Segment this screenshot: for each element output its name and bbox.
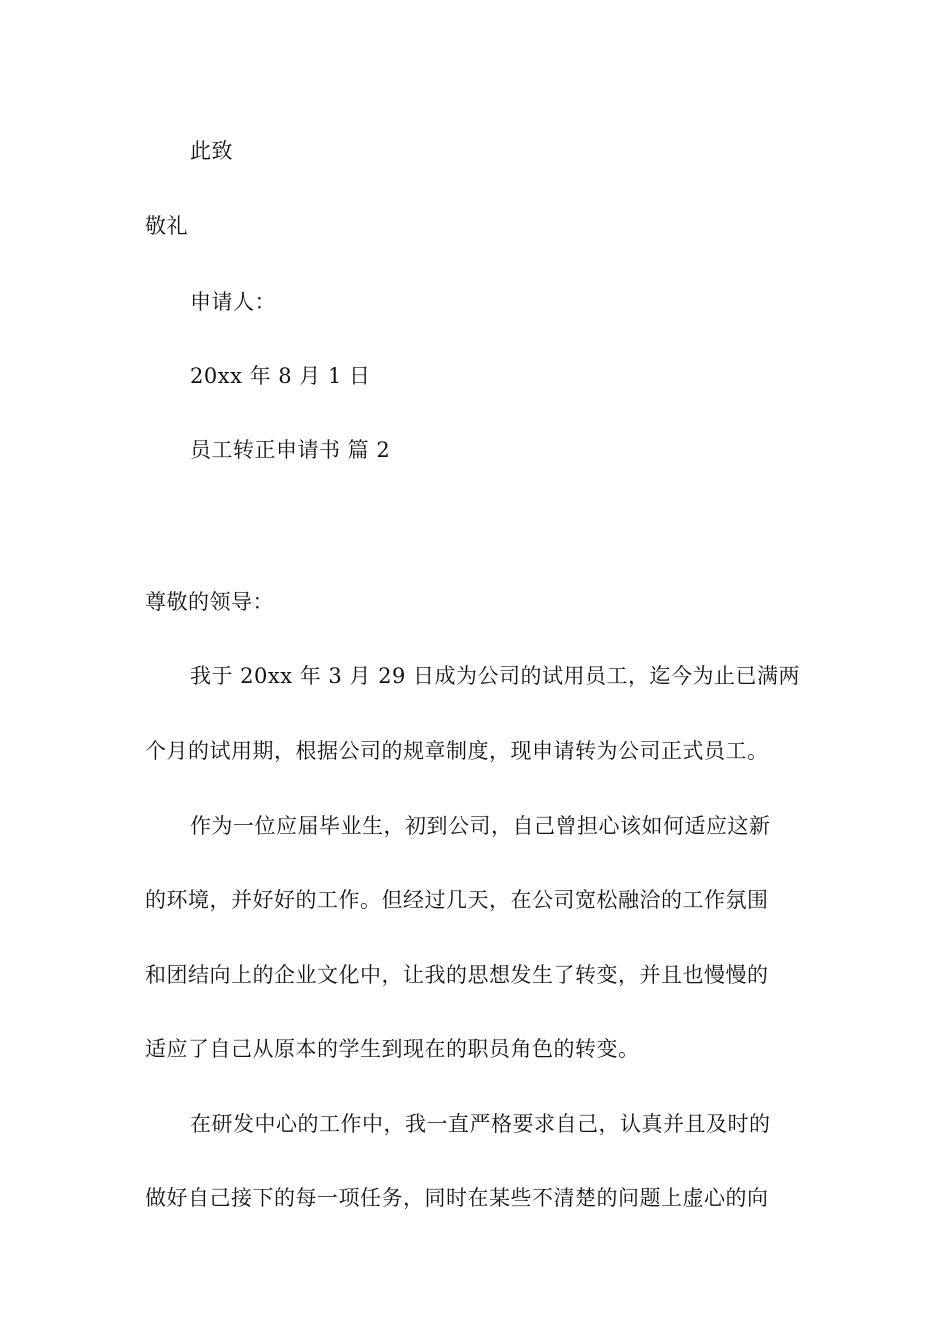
paragraph-1-line-2: 个月的试用期，根据公司的规章制度，现申请转为公司正式员工。 — [145, 739, 769, 763]
paragraph-2-line-4: 适应了自己从原本的学生到现在的职员角色的转变。 — [145, 1037, 640, 1061]
salutation: 尊敬的领导： — [145, 590, 274, 614]
closing-cizhi: 此致 — [190, 139, 233, 163]
paragraph-2-line-2: 的环境，并好好的工作。但经过几天，在公司宽松融洽的工作氛围 — [145, 888, 769, 912]
paragraph-2-line-1: 作为一位应届毕业生，初到公司，自己曾担心该如何适应这新 — [190, 814, 771, 838]
paragraph-3-line-2: 做好自己接下的每一项任务，同时在某些不清楚的问题上虚心的向 — [145, 1186, 769, 1210]
paragraph-2-line-3: 和团结向上的企业文化中，让我的思想发生了转变，并且也慢慢的 — [145, 963, 769, 987]
paragraph-1-line-1: 我于 20xx 年 3 月 29 日成为公司的试用员工，迄今为止已满两 — [190, 664, 801, 688]
closing-jingli: 敬礼 — [145, 214, 188, 238]
paragraph-3-line-1: 在研发中心的工作中，我一直严格要求自己，认真并且及时的 — [190, 1112, 771, 1136]
application-date: 20xx 年 8 月 1 日 — [190, 364, 371, 388]
applicant-label: 申请人： — [190, 290, 276, 314]
section-title: 员工转正申请书 篇 2 — [190, 438, 391, 462]
